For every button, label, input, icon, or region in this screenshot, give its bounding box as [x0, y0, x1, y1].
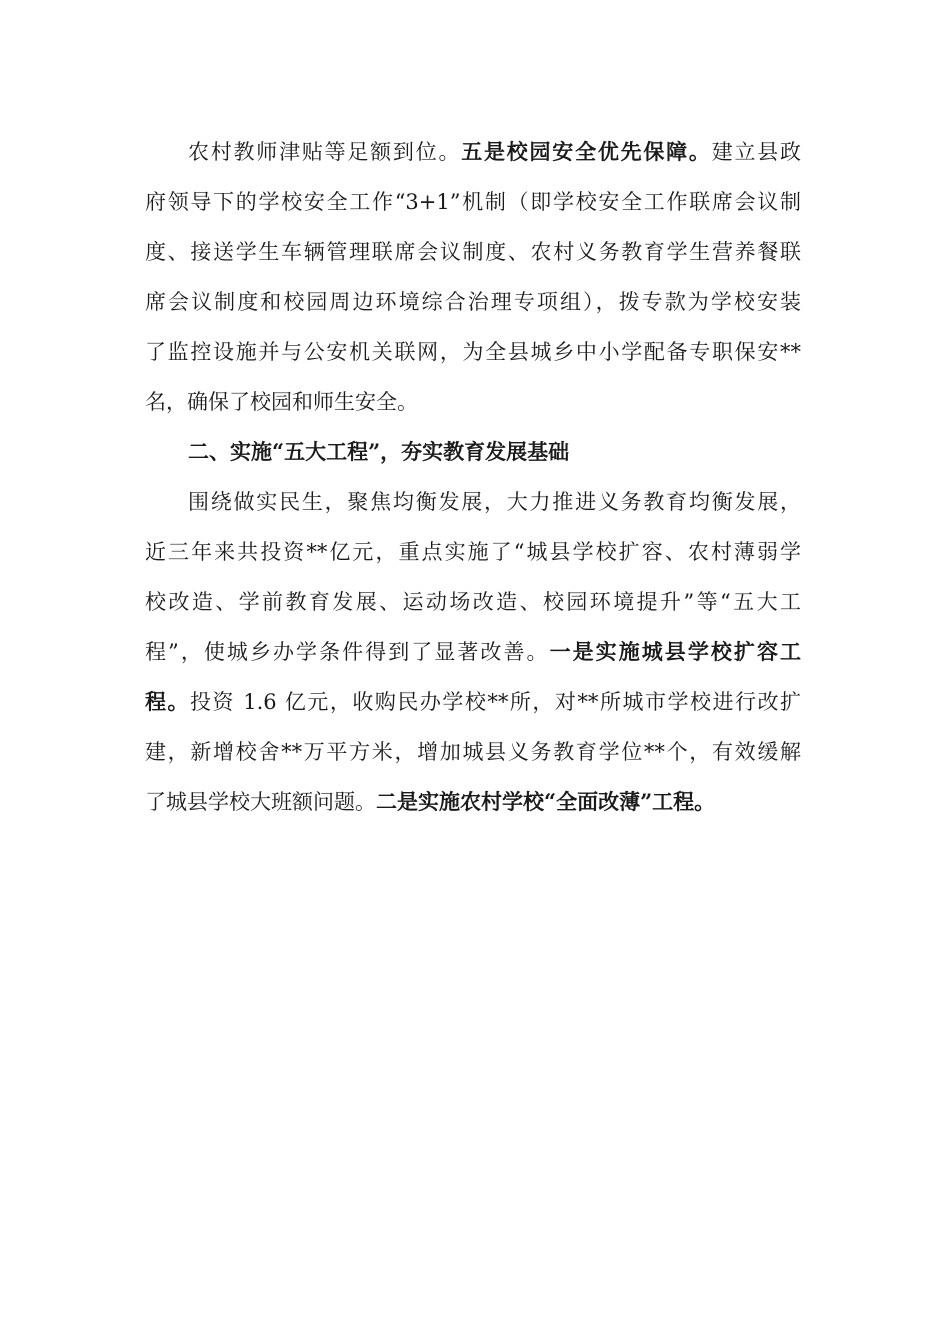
text-line: [188, 487, 801, 517]
text-line: [145, 237, 801, 267]
bold-text: 一是实施城县学校扩容工: [549, 639, 802, 664]
text-line: [145, 587, 801, 617]
body-text: 度、接送学生车辆管理联席会议制度、农村义务教育学生营养餐联: [145, 240, 801, 264]
text-line: [145, 337, 801, 367]
text-line: [145, 387, 801, 417]
body-text: 校改造、学前教育发展、运动场改造、校园环境提升”等“五大工: [145, 590, 801, 614]
text-line: [145, 537, 801, 567]
body-text: 府领导下的学校安全工作“3+1”机制（即学校安全工作联席会议制: [145, 190, 801, 214]
body-text: 程”，使城乡办学条件得到了显著改善。: [145, 640, 550, 664]
body-text: 建立县政: [711, 140, 802, 164]
body-text: 名，确保了校园和师生安全。: [145, 390, 418, 414]
bold-text: 五是校园安全优先保障。: [461, 139, 712, 164]
text-line: [145, 287, 801, 317]
body-text: 农村教师津贴等足额到位。: [188, 140, 462, 164]
body-text: 建，新增校舍**万平方米，增加城县义务教育学位**个，有效缓解: [145, 740, 801, 764]
text-line: [145, 687, 801, 717]
text-line: [188, 137, 801, 167]
body-text: 投资 1.6 亿元，收购民办学校**所，对**所城市学校进行改扩: [190, 690, 802, 714]
text-line: [145, 787, 801, 817]
bold-text: 二、实施“五大工程”，夯实教育发展基础: [188, 439, 570, 464]
section-heading: [188, 437, 801, 467]
body-text: 席会议制度和校园周边环境综合治理专项组），拨专款为学校安装: [145, 290, 801, 314]
body-text: 围绕做实民生，聚焦均衡发展，大力推进义务教育均衡发展，: [188, 490, 801, 514]
body-text: 了城县学校大班额问题。: [145, 790, 376, 814]
bold-text: 程。: [145, 689, 191, 714]
text-line: [145, 187, 801, 217]
text-line: [145, 637, 801, 667]
bold-text: 二是实施农村学校“全面改薄”工程。: [376, 789, 716, 814]
body-text: 近三年来共投资**亿元，重点实施了“城县学校扩容、农村薄弱学: [145, 540, 801, 564]
body-text: 了监控设施并与公安机关联网，为全县城乡中小学配备专职保安**: [145, 340, 801, 364]
text-line: [145, 737, 801, 767]
